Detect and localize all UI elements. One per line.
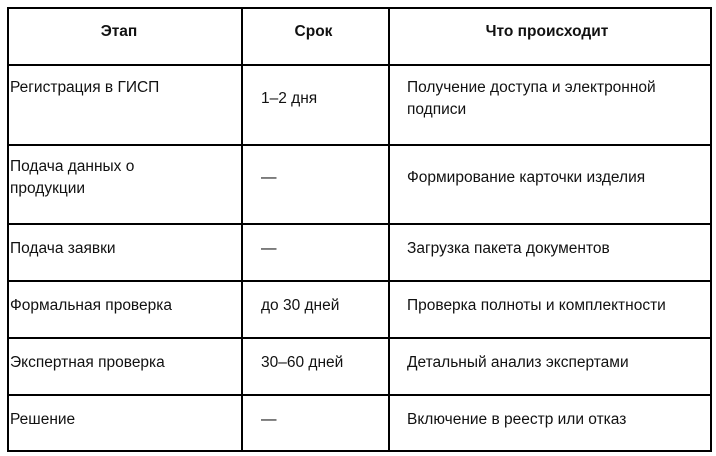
cell-stage: Подача заявки (8, 224, 242, 281)
cell-what: Загрузка пакета документов (389, 224, 711, 281)
cell-term: — (242, 145, 389, 224)
header-what: Что происходит (389, 8, 711, 65)
table-row (8, 395, 711, 451)
cell-term: до 30 дней (242, 281, 389, 338)
cell-what: Включение в реестр или отказ (389, 395, 711, 451)
cell-what: Получение доступа и электронной подписи (389, 65, 711, 145)
table-row (8, 338, 711, 395)
table-header-row (8, 8, 711, 65)
cell-term: 30–60 дней (242, 338, 389, 395)
cell-stage: Решение (8, 395, 242, 451)
cell-stage: Формальная проверка (8, 281, 242, 338)
cell-what: Проверка полноты и комплектности (389, 281, 711, 338)
cell-term: 1–2 дня (242, 65, 389, 145)
header-stage: Этап (8, 8, 242, 65)
table-row (8, 65, 711, 145)
stages-table (7, 7, 712, 452)
cell-stage: Регистрация в ГИСП (8, 65, 242, 145)
cell-term: — (242, 395, 389, 451)
cell-term: — (242, 224, 389, 281)
cell-stage: Подача данных о продукции (8, 145, 242, 224)
cell-what: Формирование карточки изделия (389, 145, 711, 224)
cell-what: Детальный анализ экспертами (389, 338, 711, 395)
cell-stage: Экспертная проверка (8, 338, 242, 395)
table-row (8, 281, 711, 338)
table-row (8, 145, 711, 224)
header-term: Срок (242, 8, 389, 65)
table-row (8, 224, 711, 281)
